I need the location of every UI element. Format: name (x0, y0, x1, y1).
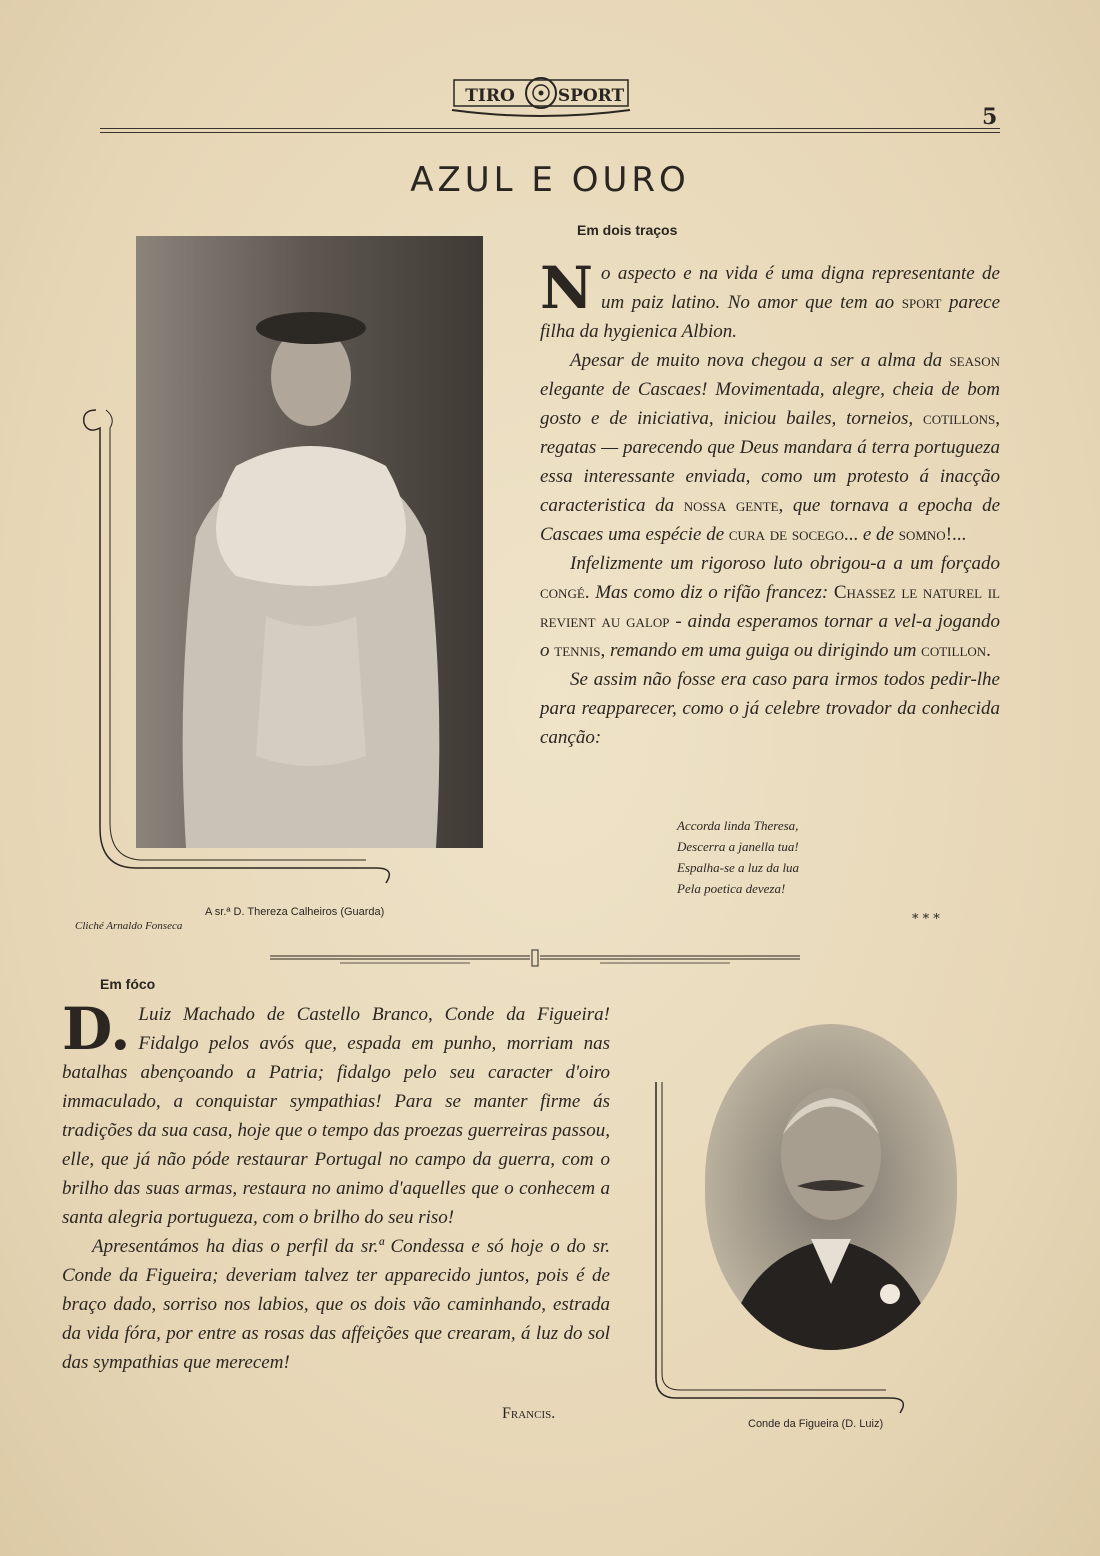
divider-ornament (270, 948, 800, 968)
section2-paragraph-1: D. Luiz Machado de Castello Branco, Conde da Figueira! Fidalgo pelos avós que, espada em punho, morriam nas batalhas abençoando a Patria; fidalgo pelo seu caracter d'oiro immaculado, a conquistar sympathias! Para se manter firme ás tradições da sua casa, hoje que o tempo das proezas guerreiras passou, elle, que já não póde restaurar Portugal no campo da guerra, com o brilho das suas armas, restaura no animo d'aquelles que o conhecem a santa alegria portugueza, com o brilho do seu riso! (62, 995, 610, 1228)
header-rule-thin (100, 132, 1000, 133)
photo1-caption: A sr.ª D. Thereza Calheiros (Guarda) (205, 906, 385, 918)
photo2-caption: Conde da Figueira (D. Luiz) (748, 1418, 884, 1430)
section1-paragraph-3: Infelizmente um rigoroso luto obrigou-a a um forçado congé. Mas como diz o rifão francez: Chassez le naturel il revient au galop - ainda esperamos tornar a vel-a jogando o tennis, remando em uma guiga ou dirigindo um cotillon. (540, 553, 1001, 661)
section2-paragraph-2: Apresentámos ha dias o perfil da sr.ª Condessa e só hoje o do sr. Conde da Figueira; deveriam talvez ter apparecido juntos, pois é de braço dado, sorriso nos labios, que os dois vão caminhando, estrada da vida fóra, por entre as rosas das affeições que crearam, á luz do sol das sympathias que merecem! (62, 1236, 610, 1373)
dropcap-n: N (540, 254, 594, 322)
section1-body (540, 254, 1001, 752)
verse-line: Espalha-se a luz da lua (677, 860, 800, 875)
section2-body (62, 995, 610, 1377)
photo1-credit: Cliché Arnaldo Fonseca (75, 920, 183, 932)
section1-paragraph-1: No aspecto e na vida é uma digna representante de um paiz latino. No amor que tem ao sport parece filha da hygienica Albion. (540, 254, 1001, 342)
header-rule (100, 128, 1000, 129)
section1-paragraph-4: Se assim não fosse era caso para irmos todos pedir-lhe para reapparecer, como o já celebre trovador da conhecida canção: (540, 669, 1000, 748)
song-verse (677, 815, 897, 899)
verse-line: Pela poetica deveza! (677, 881, 786, 896)
section-separator-stars: * * * (912, 912, 940, 927)
masthead-text-left: TIRO (465, 86, 515, 106)
section2-heading: Em fóco (100, 976, 156, 992)
author-signature: Francis. (502, 1405, 556, 1422)
dropcap-d: D. (62, 995, 131, 1063)
verse-line: Descerra a janella tua! (677, 839, 799, 854)
verse-line: Accorda linda Theresa, (677, 818, 799, 833)
portrait-conde-da-figueira (705, 1024, 957, 1350)
portrait-thereza-calheiros (136, 236, 483, 848)
page-number: 5 (982, 104, 998, 130)
masthead-text-right: SPORT (557, 86, 625, 106)
article-title: AZUL E OURO (410, 160, 690, 200)
section1-heading: Em dois traços (577, 222, 678, 238)
section1-paragraph-2: Apesar de muito nova chegou a ser a alma da season elegante de Cascaes! Movimentada, alegre, cheia de bom gosto e de iniciativa, iniciou bailes, torneios, cotillons, regatas — parecendo que Deus mandara á terra portugueza essa interessante enviada, como um protesto á inacção caracteristica da nossa gente, que tornava a epocha de Cascaes uma espécie de cura de socego... e de somno!... (540, 350, 1001, 545)
masthead-logo (448, 72, 634, 122)
